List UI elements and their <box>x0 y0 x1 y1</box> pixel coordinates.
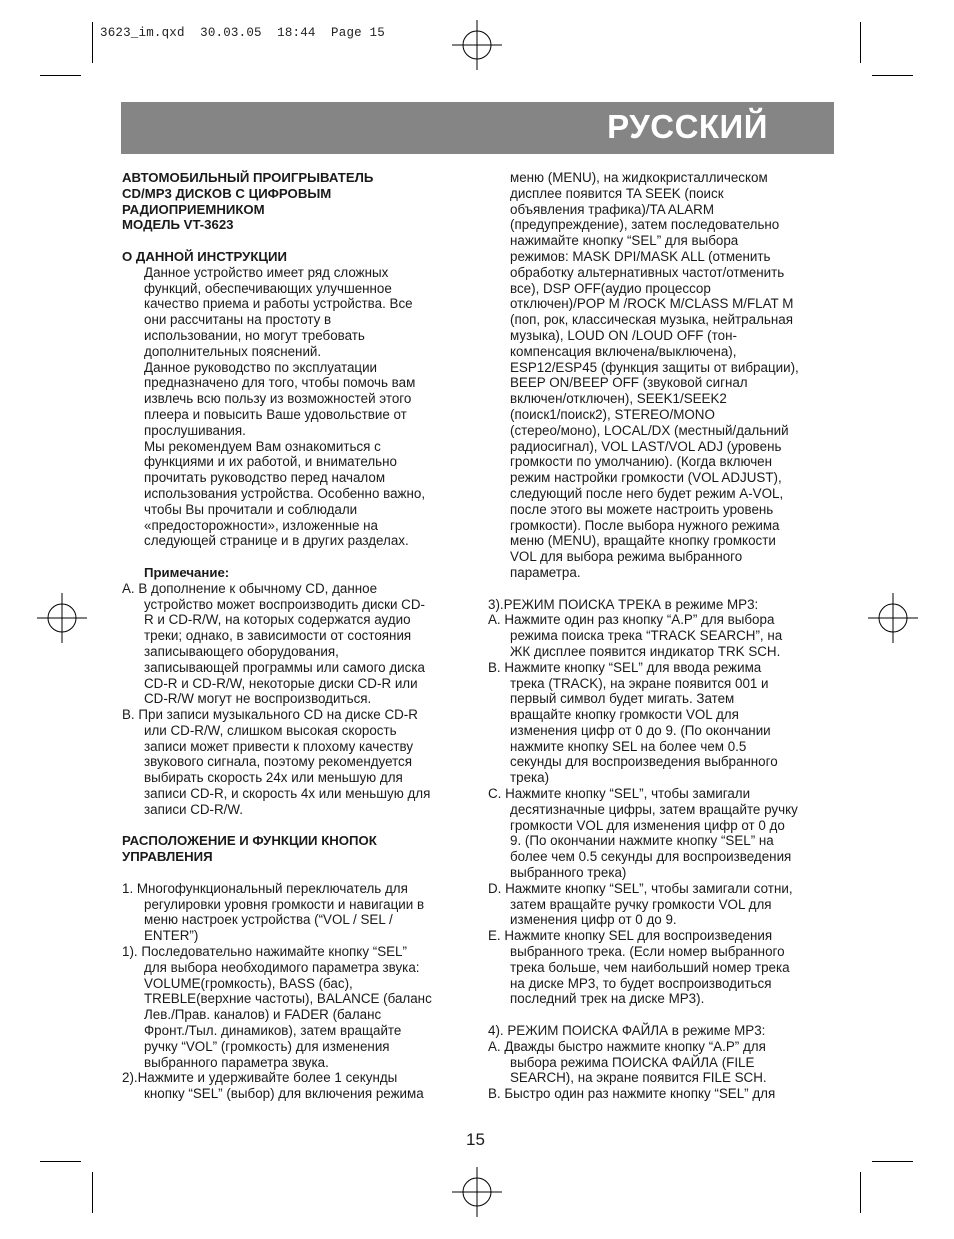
text-line: следующий после него будет режим A-VOL, <box>510 485 784 501</box>
text-line: выбирать скорость 24x или меньшую для <box>144 770 403 786</box>
text-line: качество приема и работы устройства. Все <box>144 296 413 312</box>
text-line: десятизначные цифры, затем вращайте ручку <box>510 801 798 817</box>
manual-title: CD/MP3 ДИСКОВ С ЦИФРОВЫМ <box>122 185 332 201</box>
file-search-heading: 4). РЕЖИМ ПОИСКА ФАЙЛА в режиме MP3: <box>488 1023 766 1039</box>
manual-title: АВТОМОБИЛЬНЫЙ ПРОИГРЫВАТЕЛЬ <box>122 170 374 185</box>
text-line: включен/отключен), SEEK1/SEEK2 <box>510 391 727 407</box>
text-line: (стерео/моно), LOCAL/DX (местный/дальний <box>510 422 789 438</box>
text-line: B. При записи музыкального CD на диске CD-R <box>122 707 418 723</box>
text-line: режимов: MASK DPI/MASK ALL (отменить <box>510 248 771 264</box>
text-line: VOLUME(громкость), BASS (бас), <box>144 975 353 991</box>
text-line: 1. Многофункциональный переключатель для <box>122 880 408 896</box>
note-heading: Примечание: <box>144 564 230 580</box>
text-line: A. Дважды быстро нажмите кнопку “A.P” для <box>488 1038 766 1054</box>
text-line: функциями и их работой, и внимательно <box>144 454 397 470</box>
text-line: прочитать руководство перед началом <box>144 470 386 486</box>
text-line: (поиск1/поиск2), STEREO/MONO <box>510 406 715 422</box>
text-line: выбранного трека. (Если номер выбранного <box>510 944 785 960</box>
text-line: меню (MENU), на жидкокристаллическом <box>510 170 768 185</box>
text-line: все), DSP OFF(аудио процессор <box>510 280 711 296</box>
text-line: объявления трафика)/TA ALARM <box>510 201 715 217</box>
text-line: 1). Последовательно нажимайте кнопку “SEL” <box>122 944 407 960</box>
crop-mark <box>872 1161 913 1162</box>
text-line: ESP12/ESP45 (функция защиты от вибрации), <box>510 359 799 375</box>
registration-mark-icon <box>452 1167 502 1217</box>
text-line: функций, обеспечивающих улучшенное <box>144 280 392 296</box>
language-banner <box>121 102 834 154</box>
text-line: CD-R/W могут не воспроизводиться. <box>144 691 372 707</box>
text-line: предназначено для того, чтобы помочь вам <box>144 375 416 391</box>
text-line: трека (TRACK), на экране появится 001 и <box>510 675 769 691</box>
text-line: на диске MP3, то будет воспроизводиться <box>510 975 772 991</box>
text-line: чтобы Вы прочитали и соблюдали <box>144 501 358 517</box>
text-line: трека) <box>510 770 550 786</box>
text-line: громкости VOL для изменения цифр от 0 до <box>510 817 785 833</box>
text-line: для выбора необходимого параметра звука: <box>144 959 420 975</box>
text-line: дополнительных пояснений. <box>144 343 322 359</box>
text-line: Мы рекомендуем Вам ознакомиться с <box>144 438 381 454</box>
text-line: записи может привести к плохому качеству <box>144 738 414 754</box>
text-line: D. Нажмите кнопку “SEL”, чтобы замигали сотни, <box>488 880 793 896</box>
text-line: после этого вы можете настроить уровень <box>510 501 774 517</box>
text-line: (поп, рок, классическая музыка, нейтральная <box>510 312 793 328</box>
text-line: A. В дополнение к обычному CD, данное <box>122 580 378 596</box>
text-line: устройство может воспроизводить диски CD- <box>144 596 425 612</box>
text-line: использовании, но могут требовать <box>144 327 365 343</box>
controls-heading: РАСПОЛОЖЕНИЕ И ФУНКЦИИ КНОПОК <box>122 833 377 849</box>
text-line: Фронт./Тыл. динамиков), затем вращайте <box>144 1023 402 1039</box>
text-line: нажмите кнопку SEL на более чем 0.5 <box>510 738 747 754</box>
registration-mark-icon <box>868 593 918 643</box>
text-line: E. Нажмите кнопку SEL для воспроизведения <box>488 928 773 944</box>
menu-section <box>488 170 836 581</box>
text-line: режим настройки громкости (VOL ADJUST), <box>510 470 782 486</box>
text-line: A. Нажмите один раз кнопку “A.P” для выбора <box>488 612 775 628</box>
text-line: SEARCH), на экране появится FILE SCH. <box>510 1070 767 1086</box>
controls-heading: УПРАВЛЕНИЯ <box>122 849 213 865</box>
crop-mark <box>92 22 93 63</box>
text-line: 2).Нажмите и удерживайте более 1 секунды <box>122 1070 398 1086</box>
note-section <box>122 581 472 818</box>
text-line: последний трек на диске MP3). <box>510 991 705 1007</box>
text-line: изменения цифр от 0 до 9. (По окончании <box>510 722 771 738</box>
text-line: радиосигнал), VOL LAST/VOL ADJ (уровень <box>510 438 782 454</box>
text-line: следующей странице и в других разделах. <box>144 533 409 549</box>
left-column <box>122 170 472 1102</box>
crop-mark <box>860 22 861 63</box>
crop-mark <box>860 1172 861 1213</box>
manual-title: РАДИОПРИЕМНИКОМ <box>122 201 265 217</box>
text-line: использования устройства. Особенно важно, <box>144 485 426 501</box>
text-line: записи CD-R/W. <box>144 801 244 817</box>
text-line: меню настроек устройства (“VOL / SEL / <box>144 912 393 928</box>
text-line: затем вращайте ручку громкости VOL для <box>510 896 772 912</box>
controls-section <box>122 881 472 1102</box>
text-line: CD-R и CD-R/W, некоторые диски CD-R или <box>144 675 418 691</box>
text-line: VOL для выбора режима выбранного <box>510 549 743 565</box>
print-slug: 3623_im.qxd 30.03.05 18:44 Page 15 <box>100 26 385 40</box>
text-line: кнопку “SEL” (выбор) для включения режима <box>144 1086 424 1102</box>
page-number: 15 <box>466 1130 485 1149</box>
manual-title: МОДЕЛЬ VT-3623 <box>122 217 234 233</box>
text-line: музыка), LOUD ON /LOUD OFF (тон- <box>510 327 737 343</box>
registration-mark-icon <box>37 593 87 643</box>
text-line: вращайте кнопку громкости VOL для <box>510 707 739 723</box>
text-line: записывающей программы или самого диска <box>144 659 425 675</box>
text-line: плеера и повысить Ваше удовольствие от <box>144 406 407 422</box>
text-line: они рассчитаны на простоту в <box>144 312 332 328</box>
track-search-heading: 3).РЕЖИМ ПОИСКА ТРЕКА в режиме MP3: <box>488 596 759 612</box>
text-line: B. Быстро один раз нажмите кнопку “SEL” для <box>488 1086 776 1102</box>
text-line: ЖК дисплее появится индикатор TRK SCH. <box>510 643 781 659</box>
text-line: BEEP ON/BEEP OFF (звуковой сигнал <box>510 375 748 391</box>
text-line: прослушивания. <box>144 422 246 438</box>
text-line: режима поиска трека “TRACK SEARCH”, на <box>510 628 783 644</box>
text-line: компенсация включена/выключена), <box>510 343 737 359</box>
text-line: R и CD-R/W, на которых содержатся аудио <box>144 612 411 628</box>
text-line: «предосторожности», изложенные на <box>144 517 378 533</box>
text-line: обработку альтернативных частот/отменить <box>510 264 785 280</box>
text-line: B. Нажмите кнопку “SEL” для ввода режима <box>488 659 762 675</box>
about-section <box>122 265 472 549</box>
text-line: меню (MENU), вращайте кнопку громкости <box>510 533 776 549</box>
text-line: C. Нажмите кнопку “SEL”, чтобы замигали <box>488 786 751 802</box>
text-line: Данное руководство по эксплуатации <box>144 359 378 375</box>
text-line: треки; однако, в зависимости от состояния <box>144 628 412 644</box>
text-line: 9. (По окончании нажмите кнопку “SEL” на <box>510 833 774 849</box>
language-title: РУССКИЙ <box>607 108 768 145</box>
text-line: Данное устройство имеет ряд сложных <box>144 264 389 280</box>
text-line: извлечь всю пользу из возможностей этого <box>144 391 412 407</box>
text-line: ручку “VOL” (громкость) для изменения <box>144 1038 390 1054</box>
text-line: дисплее появится TA SEEK (поиск <box>510 185 724 201</box>
text-line: изменения цифр от 0 до 9. <box>510 912 677 928</box>
text-line: Лев./Прав. каналов) и FADER (баланс <box>144 1007 382 1023</box>
crop-mark <box>40 75 81 76</box>
text-line: более чем 0.5 секунды для воспроизведения <box>510 849 792 865</box>
text-line: параметра. <box>510 564 581 580</box>
text-line: выбранного параметра звука. <box>144 1054 329 1070</box>
crop-mark <box>92 1172 93 1213</box>
text-line: первый символ будет мигать. Затем <box>510 691 735 707</box>
text-line: громкости по умолчанию). (Когда включен <box>510 454 773 470</box>
text-line: нажимайте кнопку “SEL” для выбора <box>510 233 739 249</box>
text-line: регулировки уровня громкости и навигации в <box>144 896 425 912</box>
text-line: TREBLE(верхние частоты), BALANCE (баланс <box>144 991 432 1007</box>
text-line: выбора режима ПОИСКА ФАЙЛА (FILE <box>510 1054 755 1070</box>
about-heading: О ДАННОЙ ИНСТРУКЦИИ <box>122 248 288 264</box>
text-line: отключен)/POP M /ROCK M/CLASS M/FLAT M <box>510 296 794 312</box>
text-line: громкости). После выбора нужного режима <box>510 517 780 533</box>
registration-mark-icon <box>452 20 502 70</box>
text-line: записи CD-R, и скорость 4x или меньшую для <box>144 786 431 802</box>
text-line: записывающего оборудования, <box>144 643 339 659</box>
text-line: секунды для воспроизведения выбранного <box>510 754 778 770</box>
crop-mark <box>40 1161 81 1162</box>
text-line: трека больше, чем наибольший номер трека <box>510 959 790 975</box>
file-search-section <box>488 1039 836 1102</box>
track-search-section <box>488 612 836 1007</box>
crop-mark <box>872 75 913 76</box>
text-line: или CD-R/W, слишком высокая скорость <box>144 722 397 738</box>
text-line: звукового сигнала, поэтому рекомендуется <box>144 754 413 770</box>
text-line: ENTER”) <box>144 928 199 944</box>
text-line: (предупреждение), затем последовательно <box>510 217 780 233</box>
text-line: выбранного трека) <box>510 865 627 881</box>
right-column <box>488 170 836 1102</box>
